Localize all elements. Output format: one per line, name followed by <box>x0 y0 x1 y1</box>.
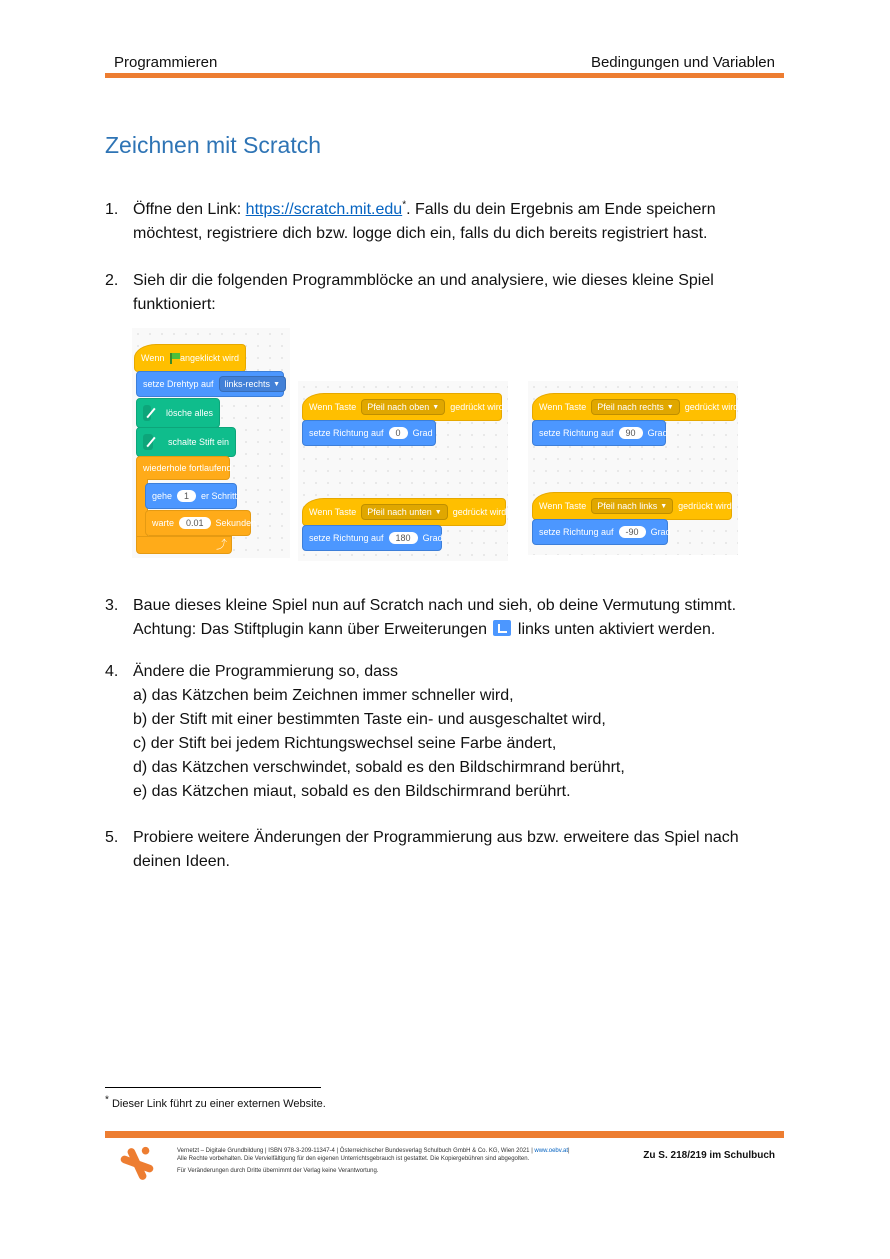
caret-down-icon: ▼ <box>432 403 440 411</box>
key-left-hat-block <box>532 492 732 520</box>
item-text: Sieh dir die folgenden Programmblöcke an und analysiere, wie dieses kleine Spiel <box>133 272 714 289</box>
block-text: Wenn Taste <box>539 501 587 511</box>
list-item-2 <box>105 269 775 317</box>
footnote-text: Dieser Link führt zu einer externen Website. <box>111 1098 326 1110</box>
block-text: gedrückt wird <box>450 402 504 412</box>
item-text: deinen Ideen. <box>133 853 230 870</box>
scratch-up-down-scripts <box>298 381 508 561</box>
item-text: links unten aktiviert werden. <box>513 621 716 638</box>
set-direction-block <box>532 519 671 545</box>
header-divider <box>105 73 784 78</box>
rotation-dropdown <box>219 376 286 392</box>
key-dropdown <box>591 498 673 514</box>
item-number: 4. <box>105 663 119 680</box>
block-text: gedrückt wird <box>452 507 507 517</box>
block-text: Grad <box>422 533 443 543</box>
footer-legal-line3: Für Veränderungen durch Dritte übernimmt der Verlag keine Verantwortung. <box>177 1168 379 1174</box>
key-up-hat-block <box>302 393 502 421</box>
set-rotation-style-block <box>136 371 284 397</box>
block-text: er Schritt <box>201 491 238 501</box>
sub-item: a) das Kätzchen beim Zeichnen immer schneller wird, <box>133 687 514 704</box>
item-number: 3. <box>105 597 119 614</box>
block-text: Wenn Taste <box>539 402 587 412</box>
green-flag-icon <box>169 353 175 363</box>
footer-legal-line2: Alle Rechte vorbehalten. Die Vervielfältigung für den eigenen Unterrichtsgebrauch ist gestattet. Die Kopiergebühren sind abgegolten. <box>177 1156 530 1162</box>
caret-down-icon: ▼ <box>666 403 674 411</box>
dropdown-value: Pfeil nach rechts <box>597 402 664 412</box>
caret-down-icon: ▼ <box>434 508 442 516</box>
sub-item: b) der Stift mit einer bestimmten Taste ein- und ausgeschaltet wird, <box>133 711 606 728</box>
block-text: setze Richtung auf <box>309 533 384 543</box>
sub-item: c) der Stift bei jedem Richtungswechsel seine Farbe ändert, <box>133 735 557 752</box>
dropdown-value: links-rechts <box>224 379 271 389</box>
footer-divider <box>105 1131 784 1138</box>
direction-input: 180 <box>389 532 418 544</box>
item-text: Öffne den Link: <box>133 201 246 218</box>
block-text: setze Richtung auf <box>539 527 614 537</box>
block-text: Wenn Taste <box>309 507 357 517</box>
pen-icon <box>143 434 153 450</box>
header-right: Bedingungen und Variablen <box>590 54 775 71</box>
sub-item: e) das Kätzchen miaut, sobald es den Bildschirmrand berührt. <box>133 783 571 800</box>
key-dropdown <box>591 399 679 415</box>
publisher-link[interactable]: www.oebv.at <box>534 1148 568 1154</box>
footer-text: Vernetzt – Digitale Grundbildung | ISBN 978-3-209-11347-4 | Österreichischer Bundesverlag Schulbuch GmbH & Co. KG, Wien 2021 | <box>177 1148 535 1154</box>
set-direction-block <box>532 420 666 446</box>
footnote-mark: * <box>402 199 407 211</box>
item-text: Probiere weitere Änderungen der Programmierung aus bzw. erweitere das Spiel nach <box>133 829 739 846</box>
when-flag-clicked-block <box>134 344 246 372</box>
item-text: Baue dieses kleine Spiel nun auf Scratch nach und sieh, ob deine Vermutung stimmt. <box>133 597 737 614</box>
dropdown-value: Pfeil nach links <box>597 501 658 511</box>
key-down-hat-block <box>302 498 506 526</box>
block-text: gedrückt wird <box>684 402 739 412</box>
block-text: Grad <box>412 428 433 438</box>
set-direction-block <box>302 420 436 446</box>
block-text: Sekunden <box>215 518 257 528</box>
key-dropdown <box>361 399 445 415</box>
list-item-4 <box>105 660 775 804</box>
block-text: gedrückt wird <box>678 501 732 511</box>
scratch-right-left-scripts <box>528 381 738 555</box>
item-text: möchtest, registriere dich bzw. logge dich ein, falls du dich bereits registriert hast. <box>133 225 708 242</box>
block-text: Grad <box>647 428 668 438</box>
block-text: warte <box>152 518 175 528</box>
block-text: angeklickt wird <box>179 353 239 363</box>
list-item-5 <box>105 826 775 874</box>
direction-input: -90 <box>619 526 646 538</box>
direction-input: 90 <box>619 427 643 439</box>
scratch-link[interactable]: https://scratch.mit.edu <box>245 201 403 218</box>
wait-block <box>145 510 257 536</box>
block-text: Wenn <box>141 353 165 363</box>
item-text: Ändere die Programmierung so, dass <box>133 663 399 680</box>
steps-input: 1 <box>177 490 196 502</box>
dropdown-value: Pfeil nach unten <box>367 507 432 517</box>
scratch-main-script <box>132 328 290 558</box>
block-text: schalte Stift ein <box>167 437 229 447</box>
dropdown-value: Pfeil nach oben <box>367 402 430 412</box>
block-text: setze Richtung auf <box>539 428 614 438</box>
extension-icon <box>493 620 511 636</box>
item-number: 5. <box>105 829 119 846</box>
seconds-input: 0.01 <box>179 517 211 529</box>
footnote-divider <box>105 1087 321 1088</box>
page-reference: Zu S. 218/219 im Schulbuch <box>643 1150 775 1161</box>
block-text: lösche alles <box>165 408 213 418</box>
block-text: wiederhole fortlaufend <box>143 463 232 473</box>
key-dropdown <box>361 504 447 520</box>
pen-down-block <box>136 427 236 457</box>
header-left: Programmieren <box>114 54 218 71</box>
erase-all-block <box>136 398 220 428</box>
block-text: setze Drehtyp auf <box>143 379 214 389</box>
page-title: Zeichnen mit Scratch <box>105 132 322 158</box>
caret-down-icon: ▼ <box>660 502 668 510</box>
item-number: 1. <box>105 201 119 218</box>
block-text: setze Richtung auf <box>309 428 384 438</box>
set-direction-block <box>302 525 442 551</box>
publisher-logo-icon <box>118 1145 156 1183</box>
footnote <box>105 1094 326 1110</box>
pen-icon <box>143 405 151 421</box>
item-text: Achtung: Das Stiftplugin kann über Erweiterungen <box>133 621 492 638</box>
forever-block <box>136 456 230 480</box>
item-text: funktioniert: <box>133 296 216 313</box>
block-text: Wenn Taste <box>309 402 357 412</box>
footnote-mark: * <box>105 1094 109 1106</box>
footer-text: | <box>568 1148 570 1154</box>
block-text: gehe <box>152 491 173 501</box>
list-item-1 <box>105 198 775 246</box>
caret-down-icon: ▼ <box>273 380 280 388</box>
item-number: 2. <box>105 272 119 289</box>
list-item-3 <box>105 594 775 642</box>
footer-legal-line1 <box>177 1148 570 1154</box>
key-right-hat-block <box>532 393 739 421</box>
item-text: . Falls du dein Ergebnis am Ende speichern <box>406 201 716 218</box>
direction-input: 0 <box>389 427 408 439</box>
move-steps-block <box>145 483 237 509</box>
loop-arrow-icon: ⤴ <box>216 539 227 551</box>
sub-item: d) das Kätzchen verschwindet, sobald es den Bildschirmrand berührt, <box>133 759 625 776</box>
block-text: Grad <box>650 527 671 537</box>
